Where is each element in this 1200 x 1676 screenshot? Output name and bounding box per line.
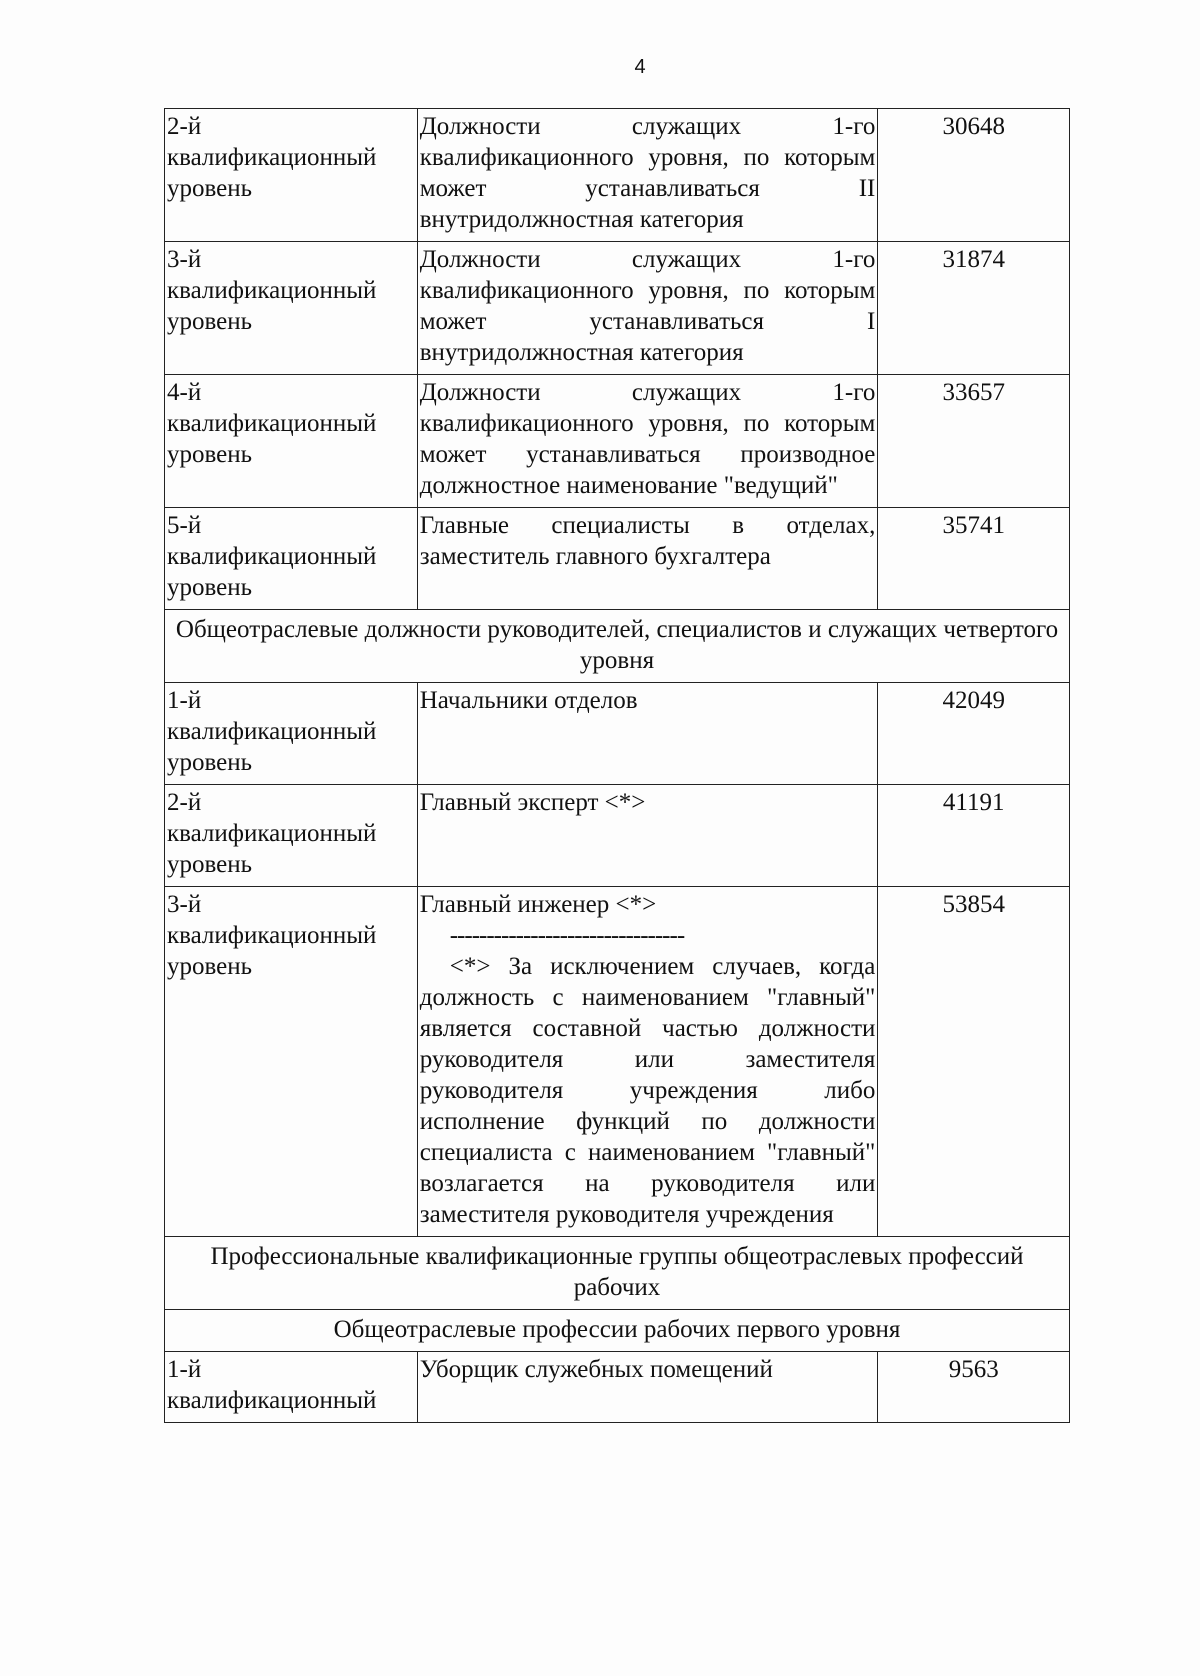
subgroup-header-row [165,1310,1070,1352]
salary-table [164,108,1070,1423]
qualification-level: 3-й квалификационный уровень [165,887,418,1237]
table-row [165,109,1070,242]
salary-cell: 53854 [878,887,1070,1237]
positions-cell: Должности служащих 1-го квалификационного уровня, по которым может устанавливаться I внутридолжностная категория [417,242,878,375]
qualification-level: 4-й квалификационный уровень [165,375,418,508]
positions-cell: Должности служащих 1-го квалификационного уровня, по которым может устанавливаться производное должностное наименование "ведущий" [417,375,878,508]
positions-cell: Уборщик служебных помещений [417,1352,878,1423]
salary-cell: 9563 [878,1352,1070,1423]
table-row [165,887,1070,1237]
table-row [165,683,1070,785]
qualification-level: 2-й квалификационный уровень [165,785,418,887]
salary-cell: 31874 [878,242,1070,375]
footnote-text: <*> За исключением случаев, когда должность с наименованием "главный" является составной частью должности руководителя или заместителя руководителя учреждения либо исполнение функций по должности специалиста с наименованием "главный" возлагается на руководителя или заместителя руководителя учреждения [419,953,876,1228]
salary-cell: 41191 [878,785,1070,887]
footnote-separator: -------------------------------- [449,922,685,949]
table-row [165,242,1070,375]
positions-cell: Главный эксперт <*> [417,785,878,887]
qualification-level: 3-й квалификационный уровень [165,242,418,375]
salary-cell: 35741 [878,508,1070,610]
page-number: 4 [634,56,646,78]
positions-cell: Должности служащих 1-го квалификационного уровня, по которым может устанавливаться II внутридолжностная категория [417,109,878,242]
qualification-level: 1-й квалификационный [165,1352,418,1423]
table-row [165,785,1070,887]
group-header-row [165,1237,1070,1310]
salary-cell: 30648 [878,109,1070,242]
group-header-row [165,610,1070,683]
table-row [165,375,1070,508]
table-row [165,508,1070,610]
positions-cell: Начальники отделов [417,683,878,785]
position-title: Главный инженер <*> [419,891,657,918]
qualification-level: 5-й квалификационный уровень [165,508,418,610]
qualification-level: 2-й квалификационный уровень [165,109,418,242]
salary-cell: 42049 [878,683,1070,785]
qualification-level: 1-й квалификационный уровень [165,683,418,785]
positions-cell: Главные специалисты в отделах, заместитель главного бухгалтера [417,508,878,610]
group-header: Профессиональные квалификационные группы общеотраслевых профессий рабочих [165,1237,1070,1310]
subgroup-header: Общеотраслевые профессии рабочих первого уровня [165,1310,1070,1352]
table-row [165,1352,1070,1423]
positions-cell [417,887,878,1237]
group-header: Общеотраслевые должности руководителей, специалистов и служащих четвертого уровня [165,610,1070,683]
salary-cell: 33657 [878,375,1070,508]
